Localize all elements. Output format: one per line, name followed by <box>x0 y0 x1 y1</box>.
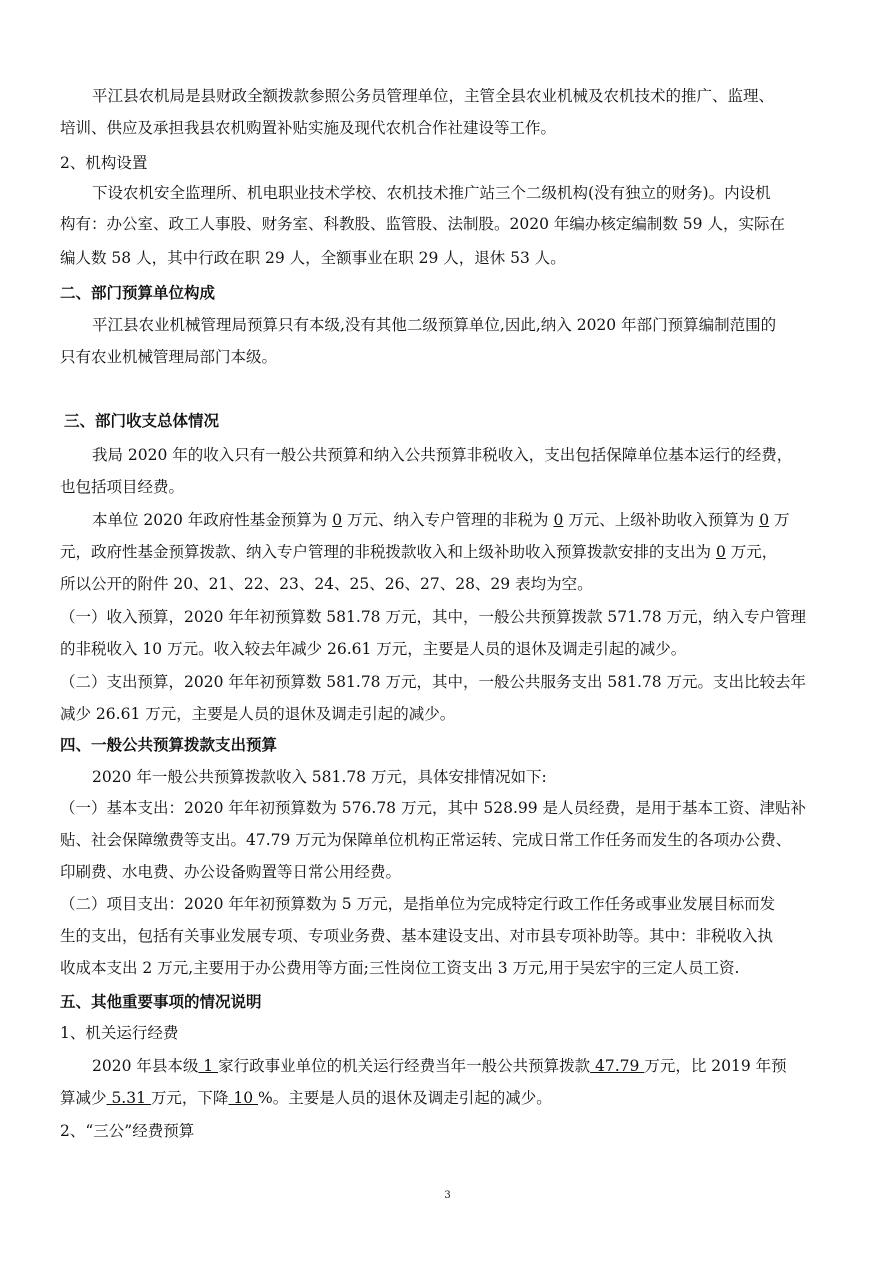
paragraph-line: （二）项目支出：2020 年年初预算数为 5 万元，是指单位为完成特定行政工作任务或事业发展目标而发 <box>60 895 776 913</box>
section-heading: 四、一般公共预算拨款支出预算 <box>60 736 278 754</box>
paragraph-line: 也包括项目经费。 <box>60 478 185 496</box>
section-heading: 二、部门预算单位构成 <box>60 284 216 302</box>
paragraph-line: （一）收入预算，2020 年年初预算数 581.78 万元，其中，一般公共预算拨款 571.78 万元，纳入专户管理 <box>60 608 807 626</box>
paragraph-line: 生的支出，包括有关事业发展专项、专项业务费、基本建设支出、对市县专项补助等。其中：非税收入执 <box>60 927 774 945</box>
paragraph-line: 本单位 2020 年政府性基金预算为 0 万元、纳入专户管理的非税为 0 万元、上级补助收入预算为 0 万 <box>92 511 790 529</box>
paragraph-line: 收成本支出 2 万元,主要用于办公费用等方面;三性岗位工资支出 3 万元,用于吴宏宇的三定人员工资. <box>60 959 740 977</box>
paragraph-line: 2020 年一般公共预算拨款收入 581.78 万元，具体安排情况如下: <box>92 768 547 786</box>
section-subheading: 1、机关运行经费 <box>60 1024 179 1042</box>
underlined-value: 5.31 <box>106 1089 151 1107</box>
paragraph-line: 下设农机安全监理所、机电职业技术学校、农机技术推广站三个二级机构(没有独立的财务)。内设机 <box>92 184 771 202</box>
paragraph-line: 2020 年县本级 1 家行政事业单位的机关运行经费当年一般公共预算拨款 47.79 万元，比 2019 年预 <box>92 1057 787 1075</box>
paragraph-line: 平江县农业机械管理局预算只有本级,没有其他二级预算单位,因此,纳入 2020 年部门预算编制范围的 <box>92 316 777 334</box>
paragraph-line: 元，政府性基金预算拨款、纳入专户管理的非税拨款收入和上级补助收入预算拨款安排的支出为 0 万元， <box>60 543 778 561</box>
underlined-value: 47.79 <box>590 1057 645 1075</box>
underlined-value: 10 <box>228 1089 258 1107</box>
underlined-value: 0 <box>553 511 564 529</box>
paragraph-line: 平江县农机局是县财政全额拨款参照公务员管理单位，主管全县农业机械及农机技术的推广、监理、 <box>92 87 775 105</box>
section-heading: 三、部门收支总体情况 <box>64 412 220 430</box>
paragraph-line: 我局 2020 年的收入只有一般公共预算和纳入公共预算非税收入，支出包括保障单位基本运行的经费， <box>92 446 793 464</box>
underlined-value: 0 <box>759 511 770 529</box>
underlined-value: 0 <box>715 543 726 561</box>
paragraph-line: 只有农业机械管理局部门本级。 <box>60 348 278 366</box>
paragraph-line: 培训、供应及承担我县农机购置补贴实施及现代农机合作社建设等工作。 <box>60 119 557 137</box>
paragraph-line: （一）基本支出：2020 年年初预算数为 576.78 万元，其中 528.99 是人员经费，是用于基本工资、津贴补 <box>60 799 807 817</box>
paragraph-line: 减少 26.61 万元，主要是人员的退休及调走引起的减少。 <box>60 705 456 723</box>
paragraph-line: 所以公开的附件 20、21、22、23、24、25、26、27、28、29 表均为空。 <box>60 575 593 593</box>
underlined-value: 1 <box>198 1057 219 1075</box>
paragraph-line: （二）支出预算，2020 年年初预算数 581.78 万元，其中，一般公共服务支出 581.78 万元。支出比较去年 <box>60 673 807 691</box>
paragraph-line: 印刷费、水电费、办公设备购置等日常公用经费。 <box>60 863 402 881</box>
paragraph-line: 构有：办公室、政工人事股、财务室、科教股、监管股、法制股。2020 年编办核定编制数 59 人，实际在 <box>60 215 785 233</box>
paragraph-line: 算减少 5.31 万元，下降 10 %。主要是人员的退休及调走引起的减少。 <box>60 1089 552 1107</box>
paragraph-line: 的非税收入 10 万元。收入较去年减少 26.61 万元，主要是人员的退休及调走引起的减少。 <box>60 640 687 658</box>
paragraph-line: 编人数 58 人，其中行政在职 29 人，全额事业在职 29 人，退休 53 人。 <box>60 249 566 267</box>
section-subheading: 2、“三公”经费预算 <box>60 1122 195 1140</box>
underlined-value: 0 <box>332 511 343 529</box>
section-heading: 五、其他重要事项的情况说明 <box>60 993 262 1011</box>
section-subheading: 2、机构设置 <box>60 154 148 172</box>
paragraph-line: 贴、社会保障缴费等支出。47.79 万元为保障单位机构正常运转、完成日常工作任务而发生的各项办公费、 <box>60 831 792 849</box>
page-number: 3 <box>444 1190 451 1201</box>
